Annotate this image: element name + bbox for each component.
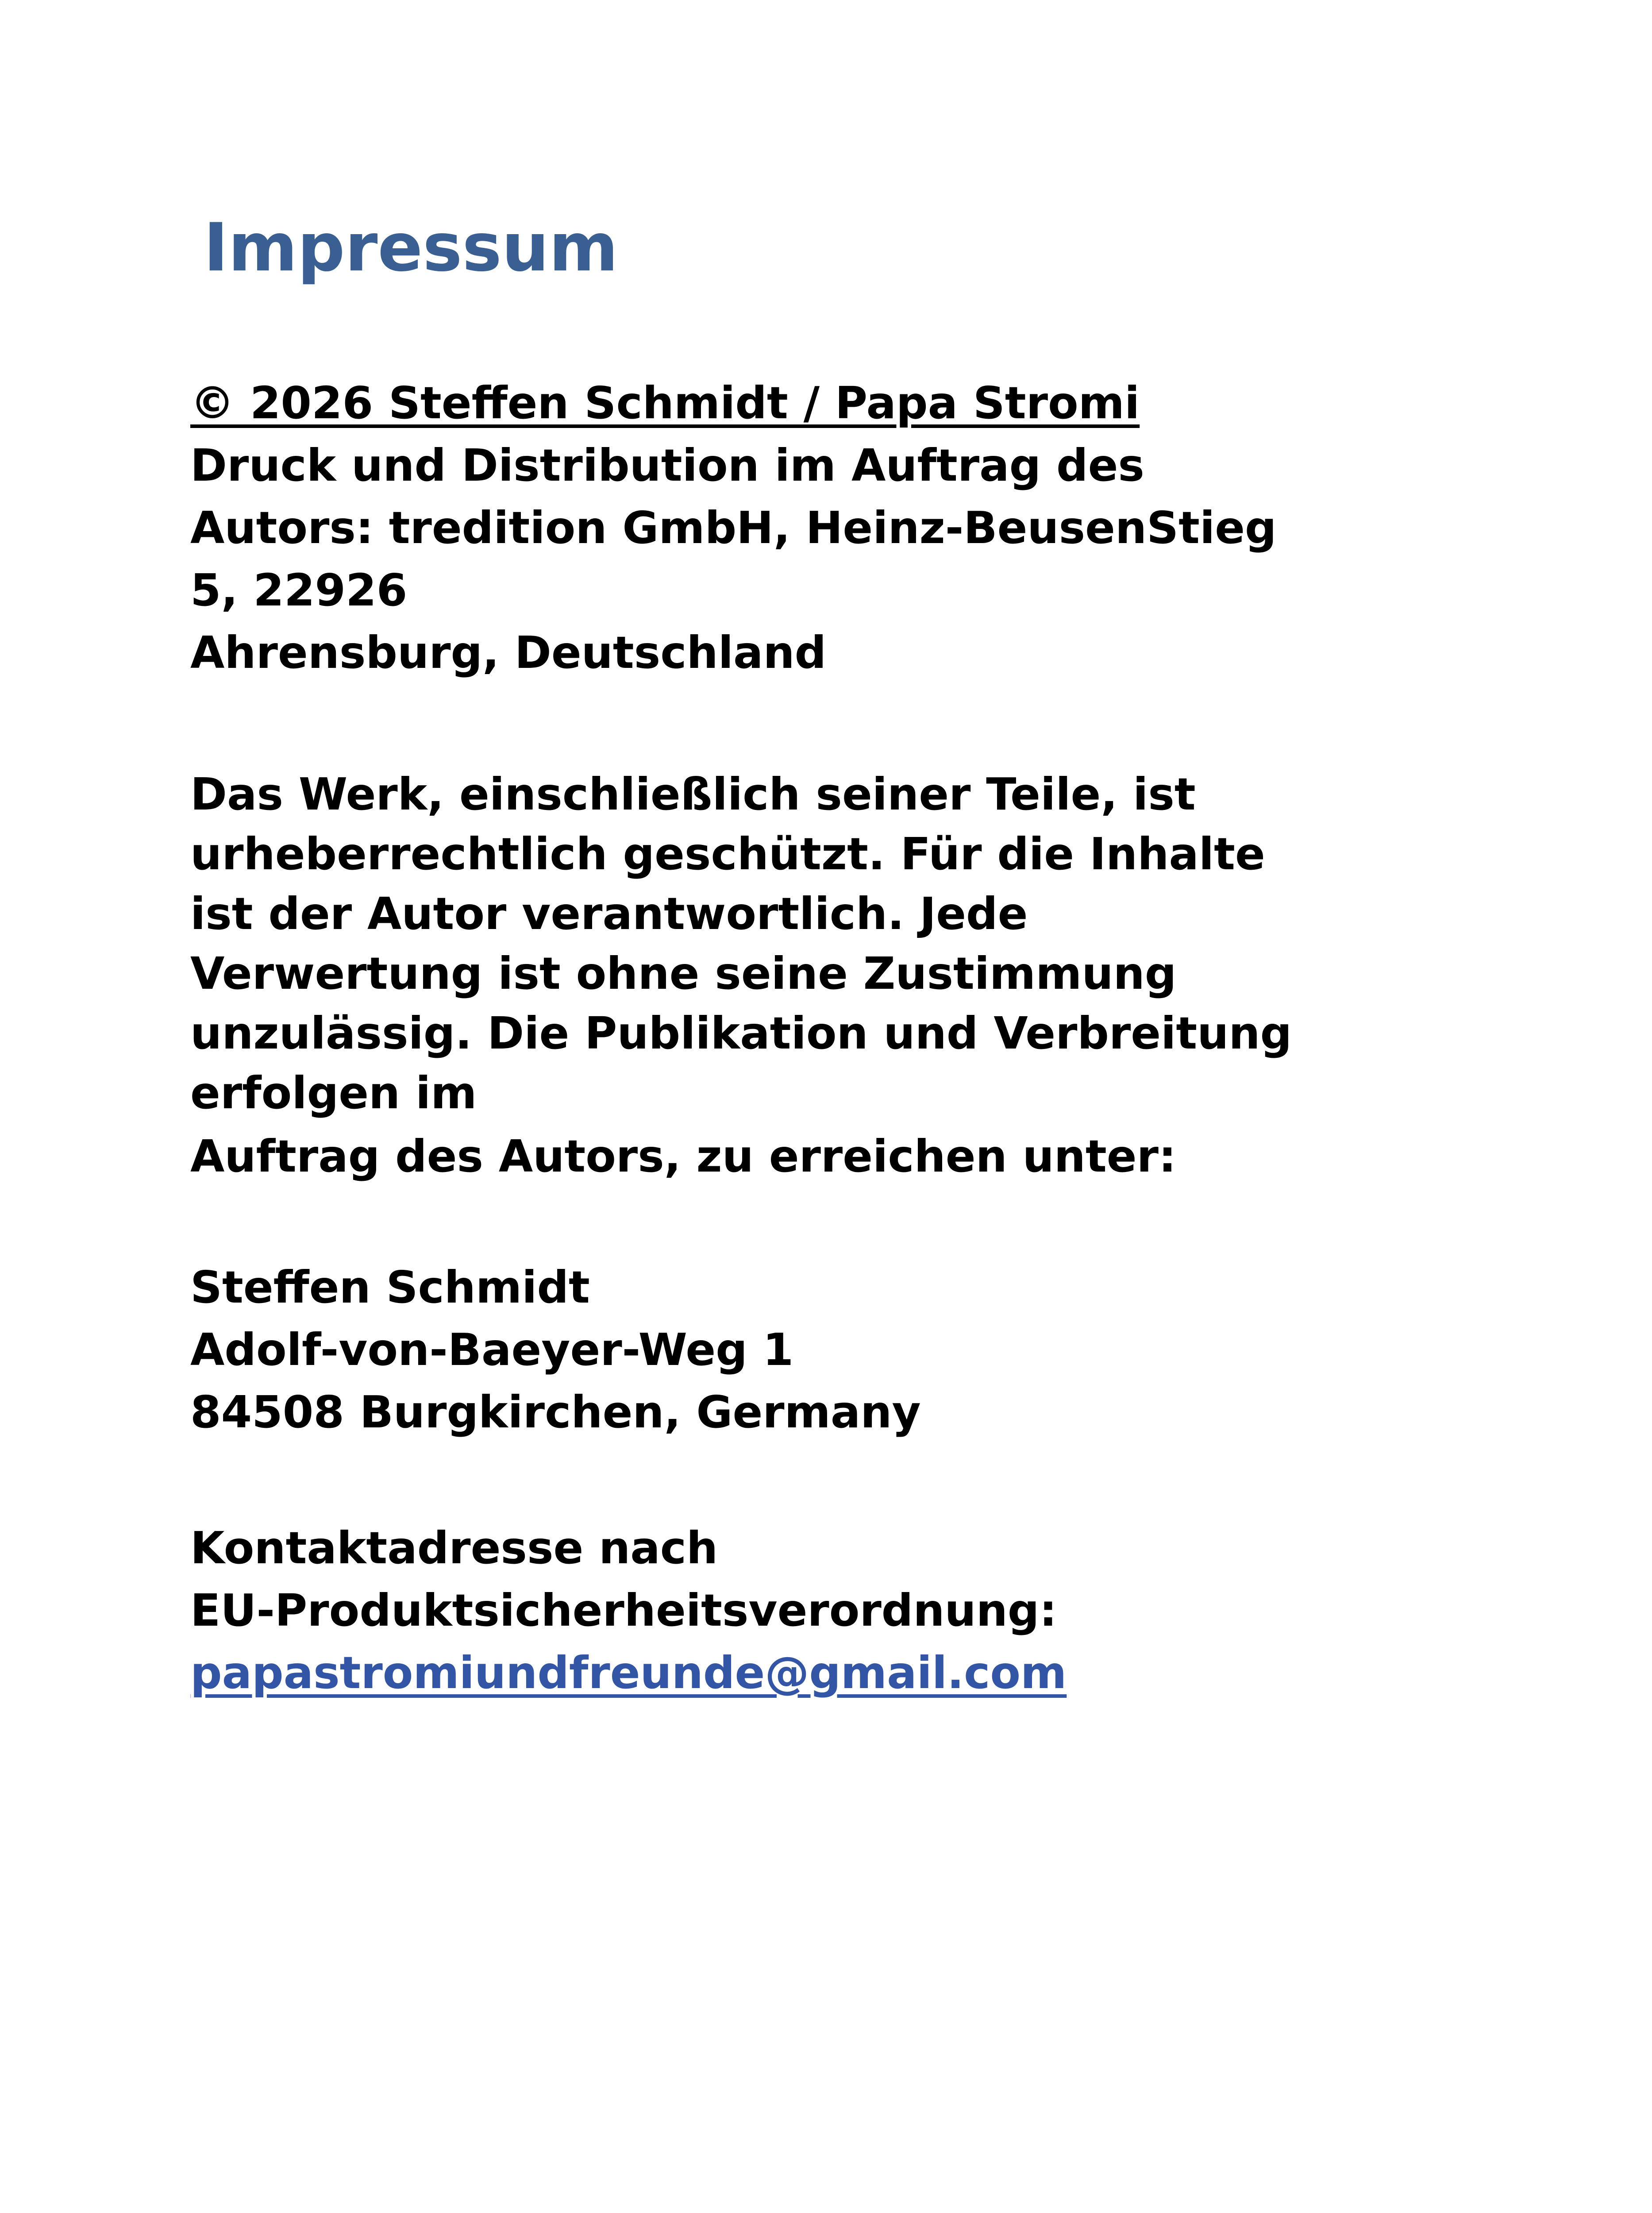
- contact-line: Kontaktadresse nach: [190, 1522, 718, 1574]
- contact-line: EU-Produktsicherheitsverordnung:: [190, 1585, 1057, 1636]
- rights-line: Das Werk, einschließlich seiner Teile, ist: [190, 768, 1196, 820]
- rights-line: Verwertung ist ohne seine Zustimmung: [190, 948, 1177, 999]
- rights-line: urheberrechtlich geschützt. Für die Inhalte: [190, 828, 1265, 880]
- publisher-line: Druck und Distribution im Auftrag des: [190, 440, 1144, 491]
- rights-block: [190, 764, 1292, 1186]
- copyright-line: © 2026 Steffen Schmidt / Papa Stromi: [190, 377, 1140, 429]
- publisher-line: Autors: tredition GmbH, Heinz-BeusenStieg: [190, 502, 1277, 554]
- author-city: 84508 Burgkirchen, Germany: [190, 1386, 921, 1438]
- address-block: [190, 1256, 921, 1443]
- rights-line: Auftrag des Autors, zu erreichen unter:: [190, 1130, 1176, 1182]
- rights-line: ist der Autor verantwortlich. Jede: [190, 888, 1028, 940]
- author-street: Adolf-von-Baeyer-Weg 1: [190, 1324, 794, 1376]
- author-name: Steffen Schmidt: [190, 1261, 590, 1313]
- publisher-block: [190, 372, 1277, 684]
- publisher-line: Ahrensburg, Deutschland: [190, 627, 827, 679]
- rights-line: erfolgen im: [190, 1067, 477, 1119]
- contact-block: [190, 1517, 1067, 1704]
- rights-line: unzulässig. Die Publikation und Verbreitung: [190, 1007, 1292, 1059]
- page-title: Impressum: [204, 209, 618, 286]
- email-link[interactable]: papastromiundfreunde@gmail.com: [190, 1647, 1067, 1699]
- publisher-line: 5, 22926: [190, 564, 408, 616]
